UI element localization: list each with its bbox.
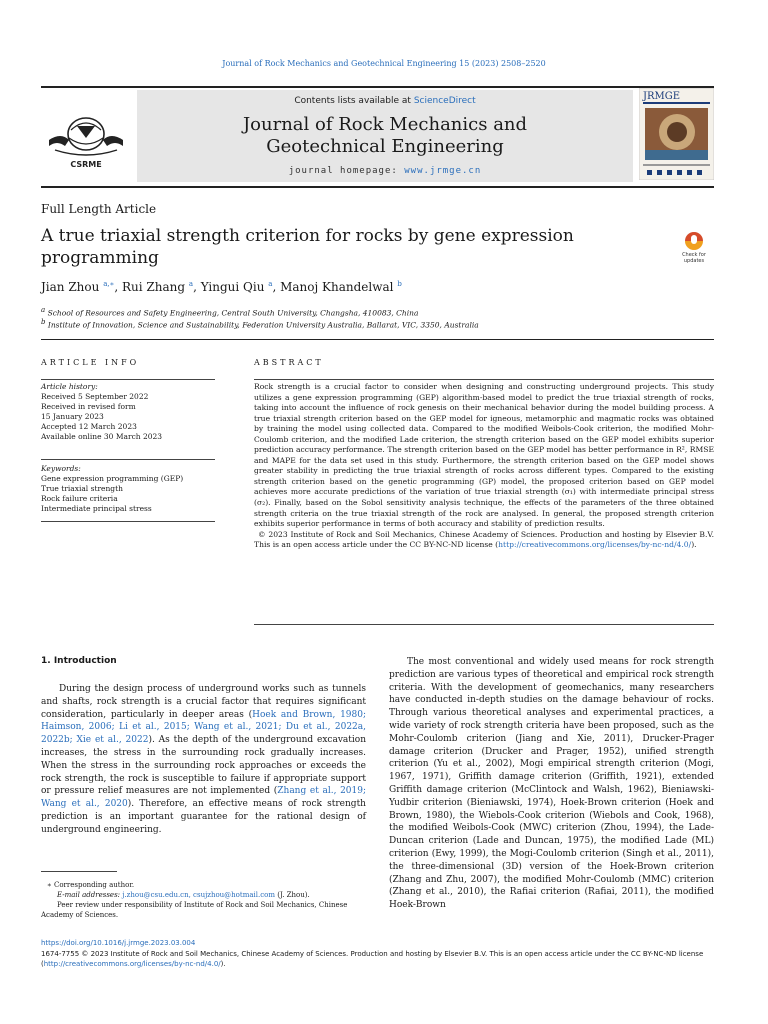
affiliation-a-text: School of Resources and Safety Engineering, Central South University, Changsha, 410083, China: [47, 308, 419, 318]
contents-available-line: [137, 96, 633, 106]
affiliation-b: $^b$ Institute of Innovation, Science and Sustainability, Federation University Australia, Ballarat, VIC, 3350, Australia: [41, 318, 479, 330]
citation-link[interactable]: Hoek and Brown, 1980; Haimson, 2006; Li et al., 2015; Wang et al., 2021; Du et al., 2022a, 2022b; Xie et al., 2022: [41, 709, 367, 746]
affiliation-a: $^a$ School of Resources and Safety Engineering, Central South University, Changsha, 410083, China: [41, 306, 419, 318]
keywords-label: Keywords:: [41, 464, 81, 473]
intro-text: During the design process of underground works such as tunnels and shafts, rock strength is a crucial factor that requires significant consideration, particularly in deeper areas (: [41, 684, 366, 720]
history-label: Article history:: [41, 382, 98, 391]
section-heading-introduction: 1. Introduction: [41, 656, 117, 666]
keywords-block: [41, 464, 215, 514]
journal-title-line1: Journal of Rock Mechanics and: [242, 114, 528, 135]
intro-text: ). Therefore, an effective means of rock strength prediction is an important guarantee for the rational design of underground engineering.: [41, 799, 366, 835]
keyword-item: True triaxial strength: [41, 484, 123, 493]
author-affiliation-mark[interactable]: a,∗: [103, 280, 115, 288]
journal-title: [137, 114, 633, 158]
check-updates-line2: updates: [683, 258, 705, 264]
journal-cover-thumbnail[interactable]: [639, 88, 714, 180]
history-item: Accepted 12 March 2023: [41, 422, 137, 431]
page-footer: [41, 938, 714, 970]
abstract-bottom-rule: [254, 624, 714, 625]
footer-license-end: ).: [220, 960, 226, 968]
journal-title-line2: Geotechnical Engineering: [266, 136, 504, 157]
homepage-prefix: journal homepage:: [288, 166, 398, 176]
citation-link[interactable]: Zhang et al., 2019; Wang et al., 2020: [41, 786, 367, 810]
homepage-link[interactable]: www.jrmge.cn: [404, 166, 482, 176]
logo-lettering: CSRME: [70, 160, 102, 169]
author-name[interactable]: Jian Zhou: [41, 280, 100, 294]
csrme-logo: [41, 110, 131, 170]
abstract-copyright: © 2023 Institute of Rock and Soil Mechanics, Chinese Academy of Sciences. Production and hosting by Elsevier B.V. This is an open access article under the CC BY-NC-ND license (: [254, 529, 714, 550]
affiliation-rule: [41, 339, 714, 340]
article-info-divider: [41, 459, 215, 460]
journal-masthead: [41, 88, 714, 186]
keyword-item: Intermediate principal stress: [41, 504, 152, 513]
abstract-heading: ABSTRACT: [254, 358, 324, 367]
author-name[interactable]: Yingui Qiu: [200, 280, 265, 294]
footnotes: [41, 880, 366, 920]
masthead-title-panel: [137, 90, 633, 182]
author-name[interactable]: Rui Zhang: [122, 280, 186, 294]
email-label: E-mail addresses:: [57, 891, 121, 899]
intro-right-column: The most conventional and widely used means for rock strength prediction are various types of theoretical and empirical rock strength criteria. With the development of geomechanics, many researchers have conducted in-depth studies on the damage behaviour of rocks. Through various theoretical analyses and experimental practices, a wide variety of rock strength criteria have been proposed, such as the Mohr-Coulomb criterion (Jiang and Xie, 2011), Drucker-Prager damage criterion (Drucker and Prager, 1952), unified strength criterion (Yu et al., 2002), Mogi empirical strength criterion (Mogi, 1967, 1971), Griffith damage criterion (Griffith, 1921), extended Griffith damage criterion (McClintock and Walsh, 1962), Bieniawski-Yudbir criterion (Bieniawski, 1974), Hoek-Brown criterion (Hoek and Brown, 1980), the Wiebols-Cook criterion (Wiebols and Cook, 1968), the modified Weibols-Cook (MWC) criterion (Zhou, 1994), the Lade-Duncan criterion (Lade and Duncan, 1975), the modified Lade (ML) criterion (Ewy, 1999), the Mogi-Coulomb criterion (Singh et al., 2011), the three-dimensional (3D) version of the Hoek-Brown criterion (Zhang and Zhu, 2007), the modified Mohr-Coulomb (MMC) criterion (Zhang et al., 2010), the Rafiai criterion (Rafiai, 2011), the modified Hoek-Brown: [389, 657, 714, 911]
cover-lettering: JRMGE: [643, 91, 681, 102]
contents-prefix: Contents lists available at: [294, 96, 411, 106]
abstract-text: Rock strength is a crucial factor to consider when designing and constructing underground projects. This study utilizes a gene expression programming (GEP) algorithm-based model to predict the true triaxial strength of rocks, taking into account the influence of rock genesis on their mechanical behavior during the model building process. A true triaxial strength criterion based on the GEP model for igneous, metamorphic and magmatic rocks was obtained by training the model using collected data. Compared to the modified Weibols-Cook criterion, the modified Mohr-Coulomb criterion, and the modified Lade criterion, the strength criterion based on the GEP model exhibits superior prediction accuracy performance. The strength criterion based on the GEP model has better performance in R², RMSE and MAPE for the data set used in this study. Furthermore, the strength criterion based on the GEP model shows greater stability in predicting the true triaxial strength of rocks across different types. Compared to the existing strength criterion based on the genetic programming (GP) model, the proposed criterion based on GEP model achieves more accurate predictions of the variation of true triaxial strength (σ₁) with intermediate principal stress (σ₂). Finally, based on the Sobol sensitivity analysis technique, the effects of the parameters of the three obtained strength criteria on the true triaxial strength of the rock are analysed. In general, the proposed strength criterion exhibits superior performance in terms of both accuracy and stability of prediction results.: [254, 382, 714, 529]
check-updates-line1: Check for: [682, 252, 706, 258]
peer-review-note: Peer review under responsibility of Institute of Rock and Soil Mechanics, Chinese Academy of Sciences.: [41, 901, 348, 919]
keyword-item: Rock failure criteria: [41, 494, 118, 503]
footer-license-text: 1674-7755 © 2023 Institute of Rock and Soil Mechanics, Chinese Academy of Sciences. Production and hosting by Elsevier B.V. This is an open access article under the CC BY-NC-ND license (: [41, 949, 704, 968]
author-affiliation-mark[interactable]: b: [397, 280, 402, 288]
intro-text: ). As the depth of the underground excavation increases, the stress in the surrounding rock gradually increases. When the stress in the surrounding rock approaches or exceeds the rock strength, the rock is susceptible to failure if appropriate support or pressure relief measures are not implemented (: [41, 735, 366, 797]
article-info-bottom-rule: [41, 521, 215, 522]
history-item: Available online 30 March 2023: [41, 432, 163, 441]
doi-link[interactable]: https://doi.org/10.1016/j.jrmge.2023.03.004: [41, 939, 196, 947]
keyword-item: Gene expression programming (GEP): [41, 474, 184, 483]
article-info-heading: ARTICLE INFO: [41, 358, 140, 367]
intro-left-column: [41, 683, 366, 837]
journal-homepage-line: [137, 166, 633, 176]
article-info-rule: [41, 379, 215, 380]
abstract-copyright-end: ).: [691, 540, 697, 550]
author-affiliation-mark[interactable]: a: [268, 280, 273, 288]
author-affiliation-mark[interactable]: a: [188, 280, 194, 288]
history-item: Received in revised form: [41, 402, 136, 411]
affiliation-b-text: Institute of Innovation, Science and Sustainability, Federation University Australia, Ballarat, VIC, 3350, Australia: [47, 320, 479, 330]
abstract-body: [254, 382, 714, 551]
email-owner: (J. Zhou).: [277, 891, 310, 899]
author-name[interactable]: Manoj Khandelwal: [280, 280, 394, 294]
check-updates-icon: [674, 229, 714, 265]
abstract-rule: [254, 379, 714, 380]
article-title: A true triaxial strength criterion for rocks by gene expression programming: [41, 226, 574, 268]
history-item: Received 5 September 2022: [41, 392, 149, 401]
article-type: Full Length Article: [41, 202, 157, 216]
article-history: [41, 382, 215, 442]
footnote-rule: [41, 871, 117, 872]
author-list: Jian Zhou $^{a,∗}$, Rui Zhang $^a$, Yingui Qiu $^a$, Manoj Khandelwal $^b$: [41, 280, 402, 294]
abstract-license-link[interactable]: http://creativecommons.org/licenses/by-nc-nd/4.0/: [498, 540, 692, 550]
email-links[interactable]: j.zhou@csu.edu.cn, csujzhou@hotmail.com: [122, 891, 275, 899]
corresponding-author-note: ∗ Corresponding author.: [47, 881, 135, 889]
sciencedirect-link[interactable]: ScienceDirect: [413, 96, 476, 106]
journal-citation-link[interactable]: Journal of Rock Mechanics and Geotechnical Engineering 15 (2023) 2508–2520: [222, 59, 546, 68]
footer-license-link[interactable]: http://creativecommons.org/licenses/by-nc-nd/4.0/: [43, 960, 221, 968]
check-for-updates-button[interactable]: [674, 229, 714, 265]
header-rule-bottom: [41, 186, 714, 188]
history-item: 15 January 2023: [41, 412, 104, 421]
